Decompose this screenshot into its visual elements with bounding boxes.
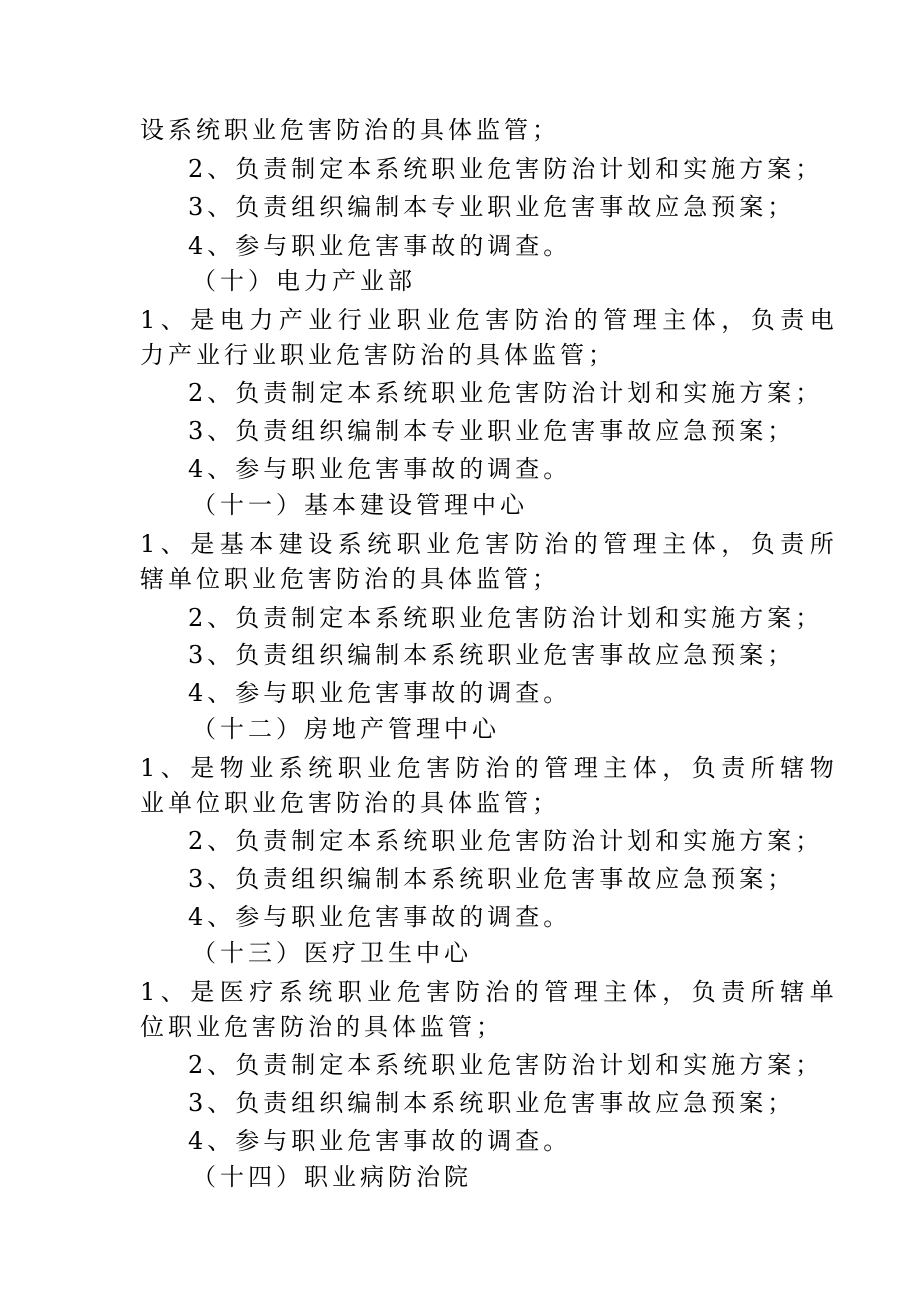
section-heading: （十三）医疗卫生中心 xyxy=(192,939,472,967)
text-line: 3、负责组织编制本系统职业危害事故应急预案； xyxy=(188,865,796,893)
text-line: 2、负责制定本系统职业危害防治计划和实施方案； xyxy=(188,155,824,183)
text-line: 1、是医疗系统职业危害防治的管理主体，负责所辖单 xyxy=(140,978,840,1006)
text-line: 4、参与职业危害事故的调查。 xyxy=(188,455,572,483)
text-line: 2、负责制定本系统职业危害防治计划和实施方案； xyxy=(188,379,824,407)
text-line: 3、负责组织编制本系统职业危害事故应急预案； xyxy=(188,641,796,669)
section-heading: （十二）房地产管理中心 xyxy=(192,715,500,743)
text-line: 3、负责组织编制本系统职业危害事故应急预案； xyxy=(188,1089,796,1117)
text-line: 4、参与职业危害事故的调查。 xyxy=(188,679,572,707)
text-line: 4、参与职业危害事故的调查。 xyxy=(188,1127,572,1155)
text-line: 业单位职业危害防治的具体监管； xyxy=(140,789,560,817)
text-line: 4、参与职业危害事故的调查。 xyxy=(188,232,572,260)
text-line: 辖单位职业危害防治的具体监管； xyxy=(140,565,560,593)
text-line: 1、是电力产业行业职业危害防治的管理主体，负责电 xyxy=(140,306,840,334)
section-heading: （十）电力产业部 xyxy=(192,267,416,295)
text-line: 设系统职业危害防治的具体监管； xyxy=(140,116,560,144)
text-line: 2、负责制定本系统职业危害防治计划和实施方案； xyxy=(188,1051,824,1079)
text-line: 3、负责组织编制本专业职业危害事故应急预案； xyxy=(188,417,796,445)
text-line: 4、参与职业危害事故的调查。 xyxy=(188,903,572,931)
section-heading: （十一）基本建设管理中心 xyxy=(192,491,528,519)
text-line: 力产业行业职业危害防治的具体监管； xyxy=(140,341,616,369)
text-line: 1、是基本建设系统职业危害防治的管理主体，负责所 xyxy=(140,530,840,558)
section-heading: （十四）职业病防治院 xyxy=(192,1163,472,1191)
text-line: 位职业危害防治的具体监管； xyxy=(140,1013,504,1041)
text-line: 2、负责制定本系统职业危害防治计划和实施方案； xyxy=(188,827,824,855)
text-line: 2、负责制定本系统职业危害防治计划和实施方案； xyxy=(188,604,824,632)
text-line: 1、是物业系统职业危害防治的管理主体，负责所辖物 xyxy=(140,754,840,782)
text-line: 3、负责组织编制本专业职业危害事故应急预案； xyxy=(188,193,796,221)
